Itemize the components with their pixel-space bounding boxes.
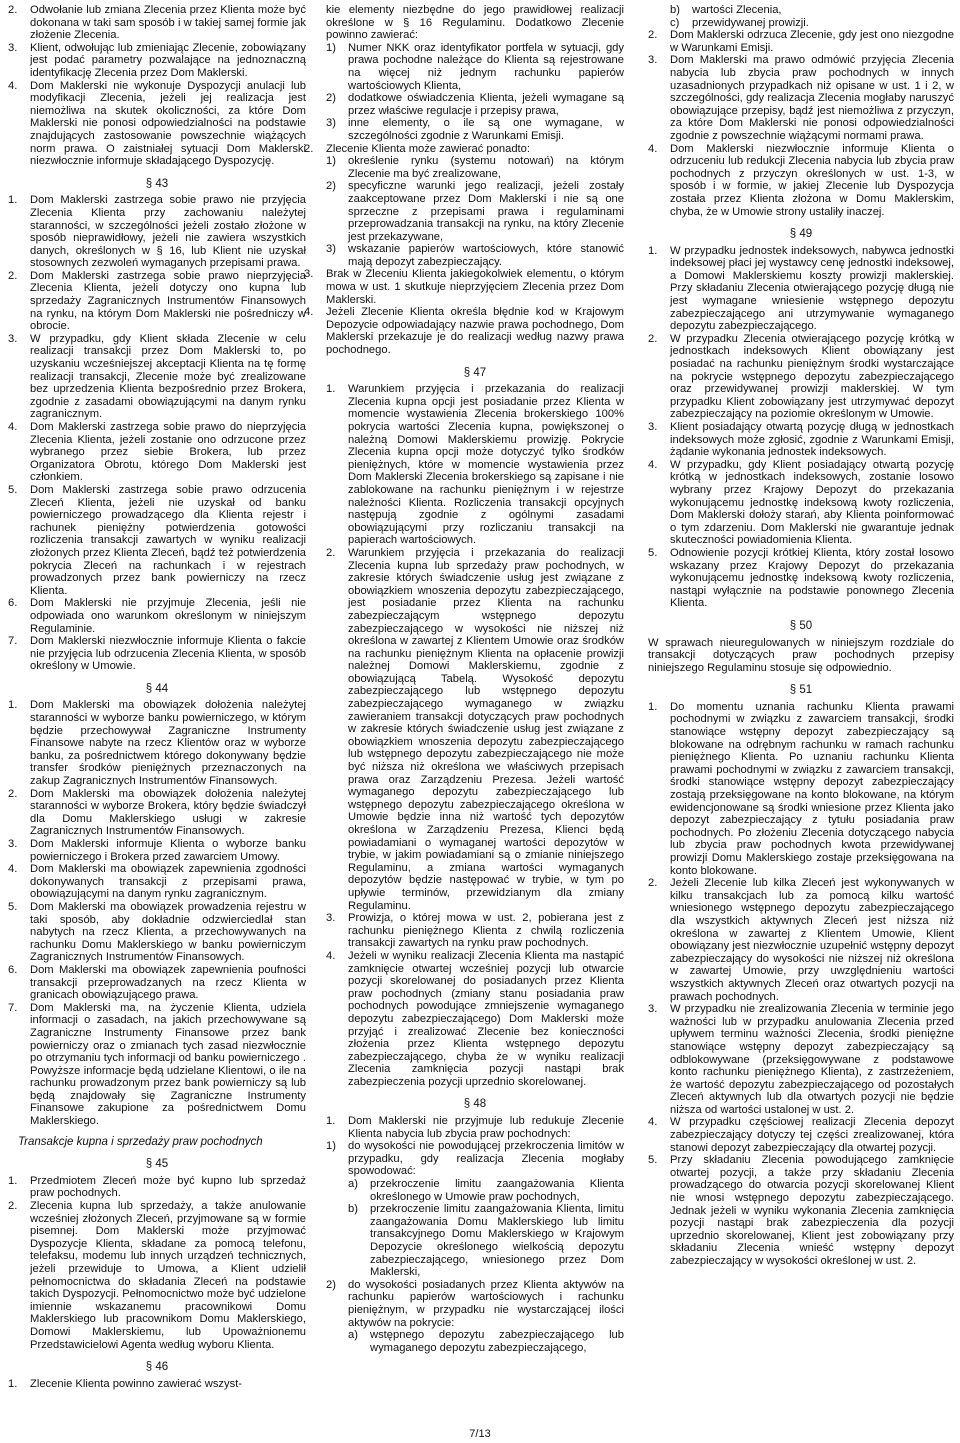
list-item: 3) wskazanie papierów wartościowych, które stanowić mają depozyt zabezpieczający. bbox=[326, 243, 624, 268]
list-45 bbox=[8, 1175, 306, 1351]
section-heading-47: § 47 bbox=[463, 366, 487, 379]
list-item: b) wartości Zlecenia, bbox=[670, 4, 782, 16]
list-item: 1) Numer NKK oraz identyfikator portfela w sytuacji, gdy prawa pochodne należące do Klienta są rejestrowane na więcej niż jednym rachunku papierów wartościowych Klienta, bbox=[326, 41, 624, 92]
list-item: 1. Zlecenie Klienta powinno zawierać wszyst- bbox=[8, 1377, 243, 1390]
list-item: 1. Warunkiem przyjęcia i przekazania do realizacji Zlecenia kupna opcji jest posiadanie przez Klienta w momencie wystawienia Zlecenia brokerskiego 100% pokrycia wartości Zlecenia kupna, powiększonej o należną Domowi Maklerskiemu prowizję. Pokrycie Zlecenia kupna opcji może dotyczyć tylko środków pieniężnych, które w momencie wystawienia przez Dom Maklerski Zlecenia brokerskiego są zapisane i nie zablokowane na rachunku pieniężnym i w rejestrze należności Klienta. Rozliczenia transakcji opcyjnych następują zgodnie z ogólnymi zasadami obowiązującymi przy rozliczaniu transakcji na papierach wartościowych. bbox=[326, 383, 624, 547]
list-item: 4. Jeżeli w wyniku realizacji Zlecenia Klienta ma nastąpić zamknięcie otwartej wcześniej pozycji lub otwarcie pozycji skorelowanej do posiadanych przez Klienta praw pochodnych (zmiany stanu posiadania praw pochodnych powodujące zmniejszenie wymaganego depozytu zabezpieczającego) Dom Maklerski może przyjąć i zrealizować Zlecenie bez konieczności złożenia przez Klienta wstępnego depozytu zabezpieczającego, chyba że w wyniku realizacji Zlecenia zamknięcia pozycji nastąpi brak zabezpieczenia pozycji uprzednio skorelowanej. bbox=[326, 949, 624, 1088]
list-46-1 bbox=[326, 42, 624, 143]
section-heading-49: § 49 bbox=[789, 228, 813, 241]
list-item: 3. W przypadku, gdy Klient składa Zlecenie w celu realizacji transakcji przez Dom Maklerski to, po uzyskaniu wcześniejszej akceptacji Klienta na tę formę realizacji transakcji, Zlecenie może być zrealizowane bez uprzedzenia Klienta bezpośrednio przez Brokera, zgodnie z zasadami obowiązującymi na danym rynku zagranicznym. bbox=[8, 332, 306, 421]
list-item: 2. Dom Maklerski zastrzega sobie prawo nieprzyjęcia Zlecenia Klienta, jeżeli dotyczy ono kupna lub sprzedaży Zagranicznych Instrumentów Finansowych na rynku, na którym Dom Maklerski nie pośredniczy w obrocie. bbox=[8, 269, 306, 333]
list-48 bbox=[326, 1115, 624, 1354]
list-item: 5. Dom Maklerski ma obowiązek prowadzenia rejestru w taki sposób, aby dokładnie odzwierciedlał stan nabytych na rzecz Klienta, a przechowywanych na rachunku Domu Maklerskiego w banku powierniczym Zagranicznych Instrumentów Finansowych. bbox=[8, 900, 306, 964]
list-item: 4. Dom Maklerski niezwłocznie informuje Klienta o odrzuceniu lub redukcji Zlecenia nabycia lub zbycia praw pochodnych z przyczyn określonych w ust. 1-3, w sposób i w formie, w jakiej Zlecenie lub Dyspozycja została przez Klienta złożona w Domu Maklerskim, chyba, że w Umowie strony ustaliły inaczej. bbox=[648, 142, 954, 218]
section-heading-51: § 51 bbox=[789, 684, 813, 697]
paragraph: W sprawach nieuregulowanych w niniejszym rozdziale do transakcji dotyczących praw pochodnych przepisy niniejszego Regulaminu stosuje się odpowiednio. bbox=[648, 636, 954, 674]
list-item: a) przekroczenie limitu zaangażowania Klienta określonego w Umowie praw pochodnych, bbox=[348, 1178, 624, 1203]
list-item: 2. Jeżeli Zlecenie lub kilka Zleceń jest wykonywanych w kilku transakcjach lub za pomocą kilku wartość wniesionego wstępnego depozytu zabezpieczającego dla wszystkich aktywnych Zleceń jest niższa niż określona w zawartej z Klientem Umowie, Klient obowiązany jest niezwłocznie uzupełnić wstępny depozyt zabezpieczający do wysokości nie niższej niż określona w zawartej Umowie, przy uwzględnieniu wartości wszystkich aktywnych Zleceń oraz otwartych pozycji na prawach pochodnych. bbox=[648, 877, 954, 1003]
list-49 bbox=[648, 245, 954, 610]
list-item: 2. Zlecenia kupna lub sprzedaży, a także anulowanie wcześniej złożonych Zleceń, przyjmowane są w formie pisemnej. Dom Maklerski może przyjmować Dyspozycje Klienta, składane za pomocą telefonu, telefaksu, modemu lub innych urządzeń technicznych, jeżeli przewiduje to Umowa, a Klient udzielił pełnomocnictwa do składania Zleceń na podstawie takich Dyspozycji. Pełnomocnictwo może być udzielone imiennie wskazanemu pracownikowi Domu Maklerskiego lub pracownikom Domu Maklerskiego, Domowi Maklerskiemu, lub Upoważnionemu Przedstawicielowi Agenta według wyboru Klienta. bbox=[8, 1200, 306, 1351]
list-46 bbox=[8, 1378, 306, 1391]
list-item: c) przewidywanej prowizji. bbox=[670, 16, 809, 29]
section-heading-50: § 50 bbox=[789, 619, 813, 632]
list-item: 2. Zlecenie Klienta może zawierać ponadto: bbox=[304, 142, 530, 155]
list-item: 4. Jeżeli Zlecenie Klienta określa błędnie kod w Krajowym Depozycie odpowiadający nazwie prawa pochodnego, Dom Maklerski przekazuje je do realizacji według nazwy prawa pochodnego. bbox=[304, 306, 624, 357]
section-heading-45: § 45 bbox=[145, 1158, 169, 1171]
column-middle bbox=[304, 4, 624, 1354]
list-item: 5. Dom Maklerski zastrzega sobie prawo odrzucenia Zleceń Klienta, jeżeli nie uzyskał od banku powierniczego prowadzącego dla Klienta rejestr i rachunek pieniężny potwierdzenia gotowości rozliczenia transakcji zawartych w wyniku realizacji złożonych przez Klienta Zleceń, bądź też potwierdzenia pokrycia Zleceń na rachunkach i w rejestrach prowadzonych przez bank powierniczy na rzecz Klienta. bbox=[8, 483, 306, 597]
list-item: 4. Dom Maklerski zastrzega sobie prawo do nieprzyjęcia Zlecenia Klienta, jeżeli zostanie ono odrzucone przez wybranego przez siebie Brokera, lub przez Organizatora Obrotu, którego Dom Maklerski jest członkiem. bbox=[8, 421, 306, 484]
list-item: 3. Prowizja, o której mowa w ust. 2, pobierana jest z rachunku pieniężnego Klienta z chwilą rozliczenia transakcji zawartych na rynku praw pochodnych. bbox=[326, 912, 624, 950]
chapter-heading: Transakcje kupna i sprzedaży praw pochodnych bbox=[18, 1135, 263, 1148]
page-number: 7/13 bbox=[469, 1428, 491, 1440]
list-47 bbox=[326, 383, 624, 1088]
list-item: 1. W przypadku jednostek indeksowych, nabywca jednostki indeksowej płaci jej wystawcy cenę jednostki indeksowej, a Domowi Maklerskiemu koszty prowizji maklerskiej. Przy składaniu Zlecenia otwierającego pozycję długą nie jest wymagane wniesienie wstępnego depozytu zabezpieczającego ani utrzymywanie wymaganego depozytu zabezpieczającego. bbox=[648, 244, 954, 333]
list-item: 3. Klient, odwołując lub zmieniając Zlecenie, zobowiązany jest podać parametry pozwalające na jednoznaczną identyfikację Zlecenia przez Dom Maklerski. bbox=[8, 41, 306, 79]
list-item: 6. Dom Maklerski nie przyjmuje Zlecenia, jeśli nie odpowiada ono warunkom określonym w niniejszym Regulaminie. bbox=[8, 597, 306, 635]
list-pre-43 bbox=[8, 4, 306, 168]
column-left bbox=[8, 4, 306, 1390]
list-43 bbox=[8, 194, 306, 673]
list-item: 3. Dom Maklerski informuje Klienta o wyborze banku powierniczego i Brokera przed zawarciem Umowy. bbox=[8, 838, 306, 863]
list-item: 2) dodatkowe oświadczenia Klienta, jeżeli wymagane są przez właściwe regulacje i przepisy prawa, bbox=[326, 92, 624, 117]
section-heading-46: § 46 bbox=[145, 1361, 169, 1374]
list-item: 4. W przypadku częściowej realizacji Zlecenia depozyt zabezpieczający dotyczy tej części zrealizowanej, która stanowi depozyt zabezpieczający dla otwartej pozycji. bbox=[648, 1116, 954, 1154]
list-item: 2) do wysokości posiadanych przez Klienta aktywów na rachunku papierów wartościowych i rachunku pieniężnym, w przypadku nie wystarczającej ilości aktywów na pokrycie: bbox=[326, 1278, 624, 1329]
list-item: 3. Brak w Zleceniu Klienta jakiegokolwiek elementu, o którym mowa w ust. 1 skutkuje nieprzyjęciem Zlecenia przez Dom Maklerski. bbox=[304, 268, 624, 306]
list-item: 4. Dom Maklerski nie wykonuje Dyspozycji anulacji lub modyfikacji Zlecenia, jeżeli jej realizacja jest niemożliwa na skutek okoliczności, za które Dom Maklerski nie ponosi odpowiedzialności na podstawie znajdujących zastosowanie powszechnie wiążących norm prawa. O zaistniałej sytuacji Dom Maklerski niezwłocznie informuje składającego Dyspozycję. bbox=[8, 79, 306, 168]
list-item: 3. W przypadku nie zrealizowania Zlecenia w terminie jego ważności lub w przypadku anulowania Zlecenia przed upływem terminu ważności Zlecenia, środki pieniężne stanowiące wstępny depozyt zabezpieczający są odblokowywane (przeksięgowywane z podstawowe konto rachunku pieniężnego Klienta), z zastrzeżeniem, że wartość depozytu zabezpieczającego od pozostałych Zleceń aktywnych lub dla otwartych pozycji nie będzie niższa od wartości ustalonej w ust. 2. bbox=[648, 1003, 954, 1116]
list-item: 4. Dom Maklerski ma obowiązek zapewnienia zgodności dokonywanych transakcji z przepisami prawa, obowiązującymi na danym rynku zagranicznym. bbox=[8, 863, 306, 901]
list-item: 3. Klient posiadający otwartą pozycję długą w jednostkach indeksowych może zgłosić, zgodnie z Warunkami Emisji, żądanie wykonania jednostek indeksowych. bbox=[648, 421, 954, 459]
list-item: 1. Przedmiotem Zleceń może być kupno lub sprzedaż praw pochodnych. bbox=[8, 1174, 306, 1200]
column-right bbox=[648, 4, 954, 1268]
list-item: 2. Dom Maklerski odrzuca Zlecenie, gdy jest ono niezgodne w Warunkami Emisji. bbox=[648, 29, 954, 54]
list-51 bbox=[648, 701, 954, 1268]
list-item: 1. Do momentu uznania rachunku Klienta prawami pochodnymi w związku z zawarciem transakcji, środki stanowiące wstępny depozyt zabezpieczający są blokowane na odrębnym rachunku w ramach rachunku pieniężnego Klienta. Po uznaniu rachunku Klienta prawami pochodnymi w związku z zawarciem transakcji, środki stanowiące wstępny depozyt zabezpieczający zostają przeksięgowane na konto blokowane, na którym ewidencjonowane są środki wniesione przez Klienta jako depozyt zabezpieczający z tytułu posiadania praw pochodnych. Po złożeniu Zlecenia dotyczącego nabycia lub zbycia praw pochodnych kwota przewidywanej prowizji Domu Maklerskiego zostaje przeksięgowana na konto blokowane. bbox=[648, 700, 954, 877]
list-item: 7. Dom Maklerski niezwłocznie informuje Klienta o fakcie nie przyjęcia lub odrzucenia Zlecenia Klienta, w sposób określony w Umowie. bbox=[8, 635, 306, 673]
list-item: 2. Dom Maklerski ma obowiązek dołożenia należytej staranności w wyborze Brokera, który będzie świadczył dla Domu Maklerskiego usługi w zakresie Zagranicznych Instrumentów Finansowych. bbox=[8, 787, 306, 838]
section-heading-44: § 44 bbox=[145, 682, 169, 695]
list-48-cont bbox=[648, 4, 954, 218]
list-item: a) wstępnego depozytu zabezpieczającego lub wymaganego depozytu zabezpieczającego, bbox=[348, 1329, 624, 1354]
paragraph: kie elementy niezbędne do jego prawidłowej realizacji określone w § 16 Regulaminu. Dodatkowo Zlecenie powinno zawierać: bbox=[326, 4, 624, 42]
list-item: 1) określenie rynku (systemu notowań) na którym Zlecenie ma być zrealizowane, bbox=[326, 155, 624, 180]
list-item: 6. Dom Maklerski ma obowiązek zapewnienia poufności transakcji przeprowadzanych na rzecz Klienta w granicach obowiązującego prawa. bbox=[8, 963, 306, 1002]
list-item: 5. Odnowienie pozycji krótkiej Klienta, który został losowo wskazany przez Krajowy Depozyt do przekazania wykonującemu jednostkę indeksową kwoty rozliczenia, nastąpi wyłącznie na podstawie ponownego Zlecenia Klienta. bbox=[648, 546, 954, 610]
list-item: 3. Dom Maklerski ma prawo odmówić przyjęcia Zlecenia nabycia lub zbycia praw pochodnych w innych uzasadnionych przypadkach niż opisane w ust. 1 i 2, w szczególności, gdy realizacja Zlecenia mogłaby naruszyć obowiązujące przepisy, bądź jest niemożliwa z przyczyn, za które Dom Maklerski nie ponosi odpowiedzialności zgodnie z powszechnie wiążącymi normami prawa. bbox=[648, 54, 954, 142]
list-item: 5. Przy składaniu Zlecenia powodującego zamknięcie otwartej pozycji, a także przy składaniu Zlecenia prowadzącego do otwarcia pozycji skorelowanej Klient nie wnosi wstępnego depozytu zabezpieczającego. Jednak jeżeli w wyniku wykonania Zlecenia zamknięcia pozycji nastąpi brak zabezpieczenia dla pozycji uprzednio skorelowanej, Klient jest zobowiązany przy składaniu Zlecenia wnieść wstępny depozyt zabezpieczający w wysokości określonej w ust. 2. bbox=[648, 1154, 954, 1267]
list-item: b) przekroczenie limitu zaangażowania Klienta, limitu zaangażowania Domu Maklerskiego lub limitu transakcyjnego Domu Maklerskiego w Krajowym Depozycie określonego wielkością depozytu zabezpieczającego, wniesionego przez Dom Maklerski, bbox=[348, 1203, 624, 1279]
section-heading-48: § 48 bbox=[463, 1098, 487, 1111]
list-item: 2) specyficzne warunki jego realizacji, jeżeli zostały zaakceptowane przez Dom Maklerski i nie są one sprzeczne z przepisami prawa i regulaminami przeprowadzania transakcji na rynku, na który Zlecenie jest przekazywane, bbox=[326, 180, 624, 243]
list-item: 3) inne elementy, o ile są one wymagane, w szczególności zgodnie z Warunkami Emisji. bbox=[326, 117, 624, 142]
list-item: 1. Dom Maklerski ma obowiązek dołożenia należytej staranności w wyborze banku powierniczego, w którym będzie przechowywał Zagraniczne Instrumenty Finansowe nabyte na rzecz Klientów oraz w wyborze banku, za pośrednictwem którego dokonywany będzie transfer środków pieniężnych przeznaczonych na zakup Zagranicznych Instrumentów Finansowych. bbox=[8, 699, 306, 788]
list-item: 1. Dom Maklerski zastrzega sobie prawo nie przyjęcia Zlecenia Klienta przy zachowaniu należytej staranności, w szczególności jeżeli zostało złożone w sposób nieprawidłowy, jeżeli nie zawiera wszystkich danych, określonych w § 16, lub Klient nie uzyskał stosownych zezwoleń wymaganych przepisami prawa. bbox=[8, 194, 306, 270]
list-item: 1) do wysokości nie powodującej przekroczenia limitów w przypadku, gdy realizacja Zlecenia mogłaby spowodować: bbox=[326, 1140, 624, 1178]
list-46-3 bbox=[304, 268, 624, 356]
list-item: 7. Dom Maklerski ma, na życzenie Klienta, udziela informacji o zasadach, na jakich przechowywane są Zagraniczne Instrumenty Finansowe przez bank powierniczy oraz o zmianach tych zasad niezwłocznie po otrzymaniu tych informacji od banku powierniczego . Powyższe informacje będą udzielane Klientowi, o ile na rachunku prowadzonym przez bank powierniczy są lub będą znajdowały się Zagraniczne Instrumenty Finansowe zakupione za pośrednictwem Domu Maklerskiego. bbox=[8, 1001, 306, 1128]
list-item: 2. Odwołanie lub zmiana Zlecenia przez Klienta może być dokonana w taki sam sposób i w takiej samej formie jak złożenie Zlecenia. bbox=[8, 4, 306, 42]
section-heading-43: § 43 bbox=[145, 177, 169, 190]
list-item: 1. Dom Maklerski nie przyjmuje lub redukuje Zlecenie Klienta nabycia lub zbycia praw pochodnych: bbox=[326, 1115, 624, 1140]
list-46-2 bbox=[326, 155, 624, 268]
list-44 bbox=[8, 699, 306, 1127]
list-item: 2. Warunkiem przyjęcia i przekazania do realizacji Zlecenia kupna lub sprzedaży praw pochodnych, w zakresie których świadczenie usług jest związane z obowiązkiem wnoszenia depozytu zabezpieczającego, jest posiadanie przez Klienta na rachunku zabezpieczającym wstępnego depozytu zabezpieczającego w wysokości nie niższej niż określona w zawartej z Klientem Umowie oraz środków na rachunku pieniężnym Klienta na opłacenie prowizji należnej Domowi Maklerskiemu, zgodnie z obowiązującą Tabelą. Wysokość depozytu zabezpieczającego lub wstępnego depozytu zabezpieczającego wymaganego w związku zawieraniem transakcji dotyczących praw pochodnych w zakresie których świadczenie usług jest związane z obowiązkiem wnoszenia depozytu zabezpieczającego lub wstępnego depozytu zabezpieczającego nie może być niższa niż określona we właściwych przepisach prawa oraz Zarządzeniu Prezesa. Jeżeli wartość wymaganego depozytu zabezpieczającego lub wstępnego depozytu zabezpieczającego określona w Umowie będzie inna niż wartość tych depozytów określona w Zarządzeniu Prezesa, Klienci będą powiadamiani o wymaganej wartości depozytów w trybie, w jakim powiadamiani są o zmianie niniejszego Regulaminu, a zmiana wartości wymaganych depozytów będzie następować w trybie, w tym po upływie terminów, przewidzianym dla zmiany Regulaminu. bbox=[326, 546, 624, 912]
list-item: 2. W przypadku Zlecenia otwierającego pozycję krótką w jednostkach indeksowych Klient obowiązany jest posiadać na rachunku pieniężnym środki wystarczające na pokrycie wstępnego depozytu zabezpieczającego oraz przewidywanej prowizji maklerskiej. W tym przypadku Klient zobowiązany jest utrzymywać depozyt zabezpieczający na poziomie określonym w Umowie. bbox=[648, 332, 954, 421]
list-item: 4. W przypadku, gdy Klient posiadający otwartą pozycję krótką w jednostkach indeksowych, zostanie losowo wybrany przez Krajowy Depozyt do przekazania wykonującemu jednostkę indeksową kwoty rozliczenia, Dom Maklerski dołoży starań, aby Klienta poinformować o tym zdarzeniu. Dom Maklerski nie gwarantuje jednak skuteczności powiadomienia Klienta. bbox=[648, 458, 954, 547]
